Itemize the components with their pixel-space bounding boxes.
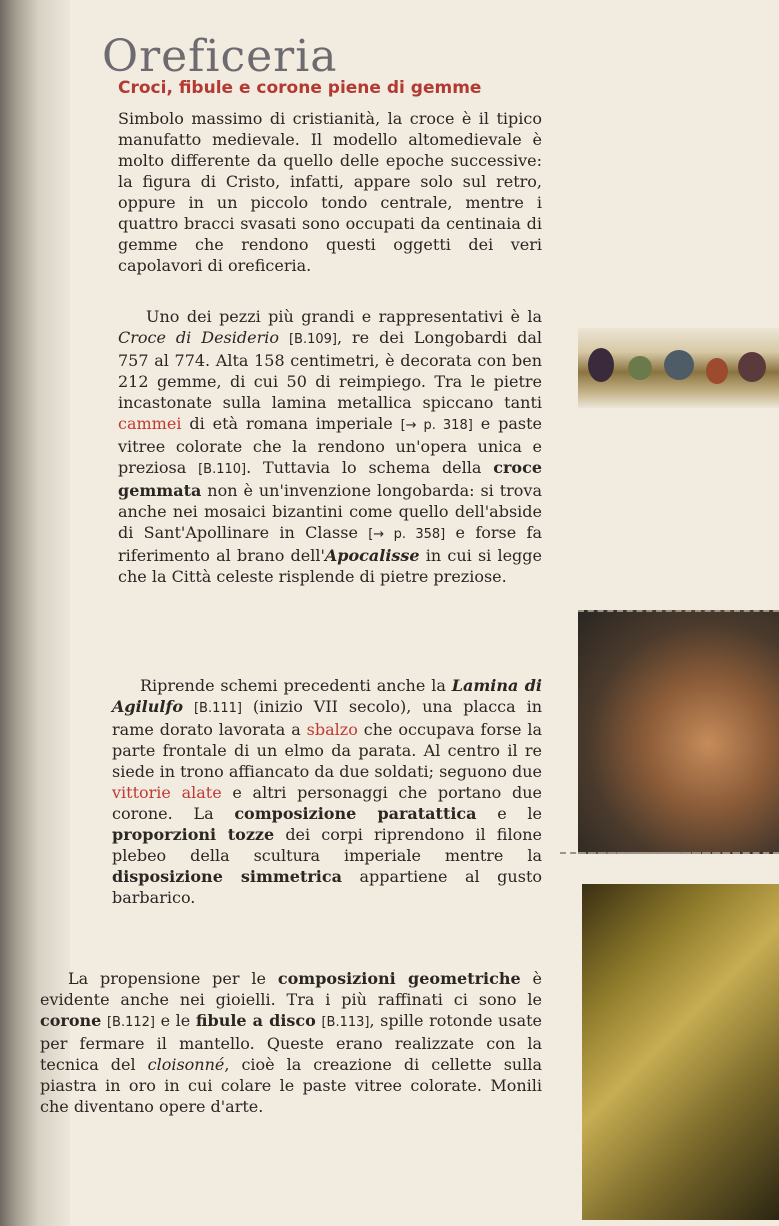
paragraph-desiderio: Uno dei pezzi più grandi e rappresentativi è la Croce di Desiderio [B.109], re dei Longobardi dal 757 al 774. Alta 158 centimetri, è decorata con ben 212 gemme, di cui 50 di reimpiego. Tra le pietre incastonate sulla lamina metallica spiccano tanti cammei di età romana imperiale [→ p. 318] e paste vitree colorate che la rendono un'opera unica e preziosa [B.110]. Tuttavia lo schema della croce gemmata non è un'invenzione longobarda: si trova anche nei mosaici bizantini come quello dell'abside di Sant'Apollinare in Classe [→ p. 358] e forse fa riferimento al brano dell'Apocalisse in cui si legge che la Città celeste risplende di pietre preziose. <box>118 307 543 586</box>
corona-image <box>582 884 779 1220</box>
paragraph-agilulfo: Riprende schemi precedenti anche la Lamina di Agilulfo [B.111] (inizio VII secolo), una placca in rame dorato lavorata a sbalzo che occupava forse la parte frontale di un elmo da parata. Al centro il re siede in trono affiancato da due soldati; seguono due vittorie alate e altri personaggi che portano due corone. La composizione paratattica e le proporzioni tozze dei corpi riprendono il filone plebeo della scultura imperiale mentre la disposizione simmetrica appartiene al gusto barbarico. <box>112 676 543 907</box>
page-title: Oreficeria <box>102 31 338 83</box>
separator <box>560 852 779 854</box>
paragraph-gioielli: La propensione per le composizioni geometriche è evidente anche nei gioielli. Tra i più raffinati ci sono le corone [B.112] e le fibule a disco [B.113], spille rotonde usate per fermare il mantello. Queste erano realizzate con la tecnica del cloisonné, cioè la creazione di cellette sulla piastra in oro in cui colare le paste vitree colorate. Monili che diventano opere d'arte. <box>40 969 543 1116</box>
section-subtitle: Croci, fibule e corone piene di gemme <box>118 78 482 98</box>
lamina-agilulfo-image <box>578 610 779 854</box>
croce-desiderio-image <box>578 328 779 408</box>
paragraph-croce: Simbolo massimo di cristianità, la croce è il tipico manufatto medievale. Il modello altomedievale è molto differente da quello delle epoche successive: la figura di Cristo, infatti, appare solo sul retro, oppure in un piccolo tondo centrale, mentre i quattro bracci svasati sono occupati da centinaia di gemme che rendono questi oggetti dei veri capolavori di oreficeria. <box>118 109 542 275</box>
